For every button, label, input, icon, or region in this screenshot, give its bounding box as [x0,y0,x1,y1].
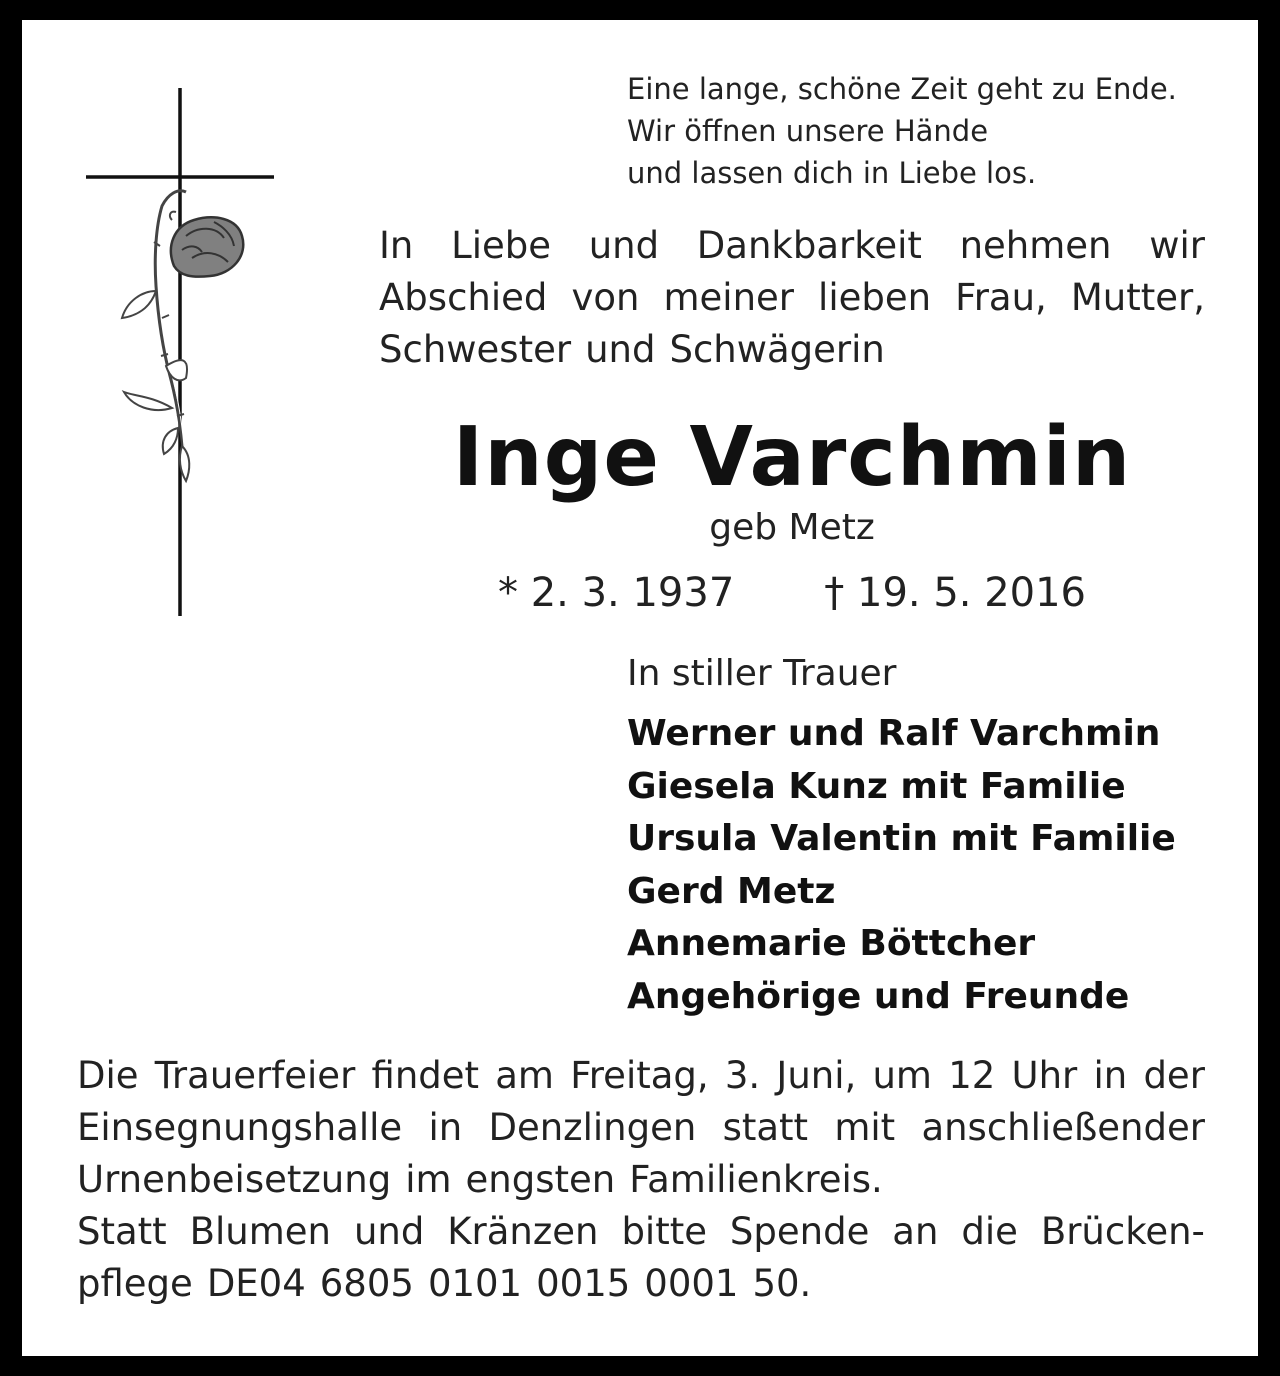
death-date: † 19. 5. 2016 [824,570,1086,616]
word: von [571,276,640,319]
mourner-name: Werner und Ralf Varchmin [627,713,1161,754]
farewell-line [379,324,1205,376]
obituary-notice [22,20,1258,1356]
cross-with-wilted-rose-icon [82,86,282,618]
farewell-text [379,220,1205,376]
word: 50. [752,1262,812,1305]
service-line [77,1102,1205,1154]
word: 12 [948,1054,996,1097]
word: an [892,1210,939,1253]
word: Kränzen [447,1210,599,1253]
mourner-name: Ursula Valentin mit Familie [627,818,1176,860]
word: wir [1149,224,1205,267]
word: in [1093,1054,1128,1097]
word: 0001 [644,1262,739,1305]
life-dates [379,568,1205,618]
poem-line: Eine lange, schöne Zeit geht zu Ende. [627,72,1177,106]
word: pflege [77,1262,193,1305]
word: Die [77,1054,139,1097]
poem-line: und lassen dich in Liebe los. [627,156,1037,190]
mourning-heading: In stiller Trauer [627,653,897,694]
word: Abschied [379,276,548,319]
word: Statt [77,1210,167,1253]
word: Frau, [955,276,1047,319]
word: der [1143,1054,1205,1097]
word: Dankbarkeit [696,224,922,267]
word: und [585,328,656,371]
word: Juni, [776,1054,857,1097]
service-information [77,1050,1205,1310]
word: DE04 [206,1262,306,1305]
word: In [379,224,414,267]
deceased-name: Inge Varchmin [452,410,1132,505]
mourner-name: Giesela Kunz mit Familie [627,765,1126,807]
word: Schwägerin [669,328,885,371]
word: Denzlingen [488,1106,697,1149]
word: und [588,224,660,267]
farewell-line [379,220,1205,272]
word: lieben [818,276,932,319]
poem-line: Wir öffnen unsere Hände [627,114,989,148]
birth-name: geb Metz [709,507,875,548]
word: Mutter, [1070,276,1205,319]
word: die [961,1210,1018,1253]
birth-date: * 2. 3. 1937 [498,570,735,616]
word: 6805 [319,1262,414,1305]
word: Blumen [189,1210,331,1253]
word: und [353,1210,425,1253]
word: um [872,1054,932,1097]
mourner-name: Gerd Metz [627,870,836,912]
word: Freitag, [570,1054,709,1097]
word: Liebe [451,224,551,267]
service-line [77,1050,1205,1102]
word: statt [722,1106,809,1149]
service-line [77,1206,1205,1258]
word: 3. [724,1054,761,1097]
word: nehmen [959,224,1112,267]
word: in [428,1106,463,1149]
farewell-line [379,272,1205,324]
word: 0101 [427,1262,523,1305]
mourner-name: Annemarie Böttcher [627,923,1036,965]
word: Urnenbeisetzung [77,1158,392,1201]
word: findet [371,1054,480,1097]
word: Brücken- [1040,1210,1205,1253]
word: engsten [465,1158,616,1201]
service-line [77,1258,1205,1310]
word: anschließender [921,1106,1205,1149]
poem [627,68,1247,194]
mourners-block [627,652,1247,1024]
word: bitte [621,1210,707,1253]
word: 0015 [536,1262,631,1305]
word: mit [834,1106,896,1149]
word: im [405,1158,452,1201]
mourner-name: Angehörige und Freunde [627,975,1130,1017]
word: Familienkreis. [629,1158,883,1201]
word: meiner [663,276,794,319]
word: Einsegnungshalle [77,1106,403,1149]
service-line [77,1154,1205,1206]
word: Uhr [1011,1054,1078,1097]
word: am [495,1054,554,1097]
word: Schwester [379,328,572,371]
word: Trauerfeier [154,1054,356,1097]
word: Spende [729,1210,870,1253]
